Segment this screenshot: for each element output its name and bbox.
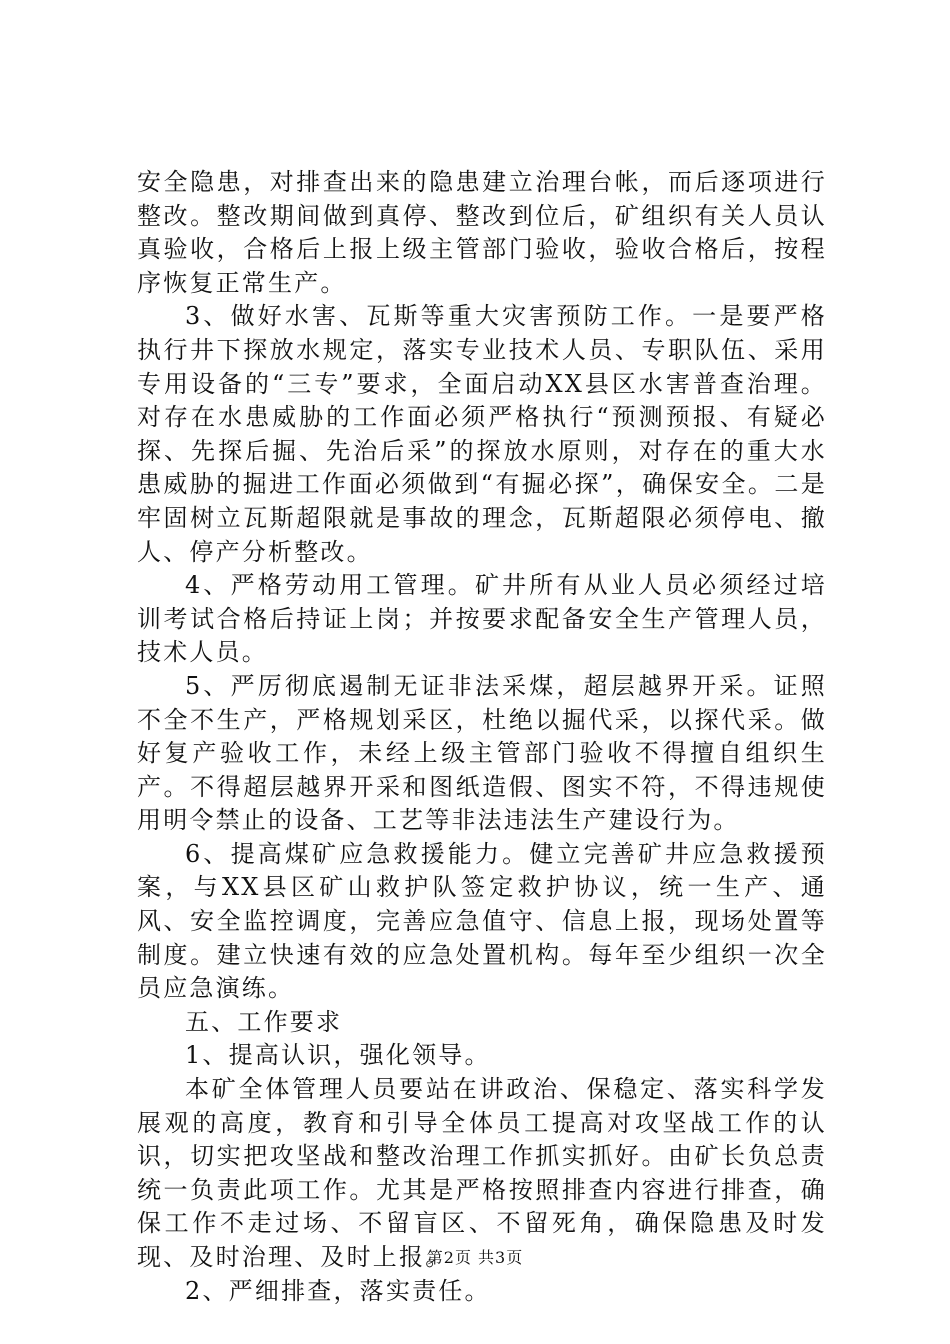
paragraph-labor-management: 4、严格劳动用工管理。矿井所有从业人员必须经过培训考试合格后持证上岗；并按要求配备安全生产管理人员，技术人员。 — [137, 571, 827, 667]
paragraph-emergency-rescue: 6、提高煤矿应急救援能力。健立完善矿井应急救援预案，与XX县区矿山救护队签定救护协议，统一生产、通风、安全监控调度，完善应急值守、信息上报，现场处置等制度。建立快速有效的应急处置机构。每年至少组织一次全员应急演练。 — [137, 839, 827, 1003]
paragraph-illegal-mining: 5、严厉彻底遏制无证非法采煤，超层越界开采。证照不全不生产，严格规划采区，杜绝以掘代采，以探代采。做好复产验收工作，未经上级主管部门验收不得擅自组织生产。不得超层越界开采和图纸造假、图实不符，不得违规使用明令禁止的设备、工艺等非法违法生产建设行为。 — [137, 671, 827, 835]
paragraph-management-duties: 本矿全体管理人员要站在讲政治、保稳定、落实科学发展观的高度，教育和引导全体员工提高对攻坚战工作的认识，切实把攻坚战和整改治理工作抓实抓好。由矿长负总责统一负责此项工作。尤其是严格按照排查内容进行排查，确保工作不走过场、不留盲区、不留死角，确保隐患及时发现、及时治理、及时上报。 — [137, 1075, 827, 1271]
section-heading-work-requirements: 五、工作要求 — [185, 1007, 343, 1036]
document-body — [137, 166, 827, 1308]
page-number-footer: 第2页 共3页 — [426, 1248, 524, 1267]
paragraph-hazard-rectification: 安全隐患，对排查出来的隐患建立治理台帐，而后逐项进行整改。整改期间做到真停、整改到位后，矿组织有关人员认真验收，合格后上报上级主管部门验收，验收合格后，按程序恢复正常生产。 — [137, 168, 827, 297]
subheading-awareness-leadership: 1、提高认识，强化领导。 — [185, 1041, 491, 1070]
paragraph-water-gas-prevention: 3、做好水害、瓦斯等重大灾害预防工作。一是要严格执行井下探放水规定，落实专业技术人员、专职队伍、采用专用设备的“三专”要求，全面启动XX县区水害普查治理。对存在水患威胁的工作面必须严格执行“预测预报、有疑必探、先探后掘、先治后采”的探放水原则，对存在的重大水患威胁的掘进工作面必须做到“有掘必探”，确保安全。二是牢固树立瓦斯超限就是事故的理念，瓦斯超限必须停电、撤人、停产分析整改。 — [137, 302, 827, 566]
subheading-detailed-inspection: 2、严细排查，落实责任。 — [185, 1276, 491, 1305]
